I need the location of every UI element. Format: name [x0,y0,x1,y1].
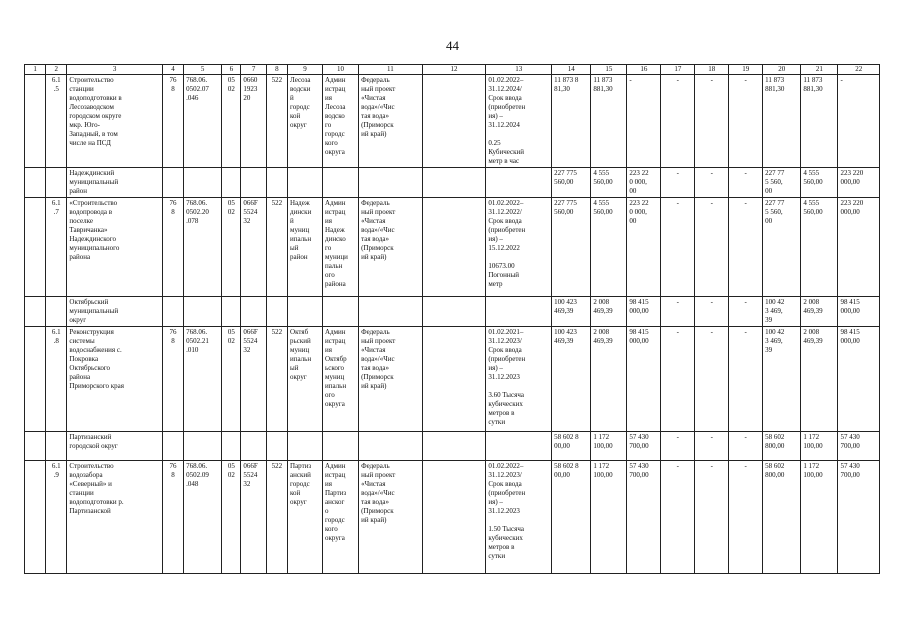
table-cell [184,168,222,198]
column-number-17: 17 [661,65,695,75]
table-cell [46,461,67,574]
column-number-5: 5 [184,65,222,75]
column-number-15: 15 [591,65,627,75]
cell-text: 100 423 469,39 [554,298,577,315]
cell-text: 768.06. 0502.07 .046 [186,76,209,102]
header-row [25,65,880,75]
cell-text: - [710,298,713,306]
table-cell [162,432,183,461]
table-cell [729,297,763,327]
cell-text: 76 8 [169,199,177,216]
table-cell [241,198,266,297]
table-cell [359,327,423,432]
cell-text: Федераль ный проект «Чистая вода»/«Чис тая вода» (Приморск ий край) [361,76,396,138]
table-cell [422,297,486,327]
cell-text: Строительство станции водоподготовки в Лесозаводском городском округе мкр. Юго- Западный, в том числе на ПСД [69,76,122,147]
cell-text: 4 555 560,00 [593,169,613,186]
table-cell [67,461,162,574]
cell-text: Админ истрац ия Лесоза водско го городс кого округа [325,76,346,156]
table-cell [323,327,359,432]
table-cell [729,461,763,574]
table-cell [486,461,552,574]
table-cell [184,327,222,432]
cell-text: 223 22 0 000, 00 [629,169,649,195]
table-cell [25,327,46,432]
table-cell [627,198,661,297]
cell-text: - [676,76,679,84]
cell-text: - [744,462,747,470]
cell-text: Федераль ный проект «Чистая вода»/«Чис тая вода» (Приморск ий край) [361,199,396,261]
table-cell [801,327,838,432]
cell-text: Партиз анский городс кой округ [290,462,312,506]
table-cell [67,327,162,432]
cell-text: 223 220 000,00 [840,169,864,186]
table-cell [695,327,729,432]
cell-text: 6.1 .8 [51,328,61,345]
column-number-13: 13 [486,65,552,75]
table-cell [266,75,287,168]
table-cell [661,198,695,297]
cell-text: 98 415 000,00 [840,298,860,315]
cell-text: - [710,169,713,177]
table-cell [695,168,729,198]
cell-text: 522 [271,76,283,84]
cell-text: 227 775 560,00 [554,169,577,186]
cell-text: 11 873 881,30 [765,76,785,93]
cell-text: 100 42 3 469, 39 [765,298,785,324]
cell-text: 066F 5524 32 [243,199,258,225]
cell-text: - [676,298,679,306]
table-cell [486,198,552,297]
table-cell [591,461,627,574]
table-cell [288,461,323,574]
cell-text: - [744,328,747,336]
table-cell [422,461,486,574]
table-cell [67,297,162,327]
cell-text: 4 555 560,00 [593,199,613,216]
table-cell [288,168,323,198]
cell-text: 522 [271,462,283,470]
cell-text: 58 602 800,00 [765,433,785,450]
table-cell [323,297,359,327]
table-cell [25,297,46,327]
table-cell [241,75,266,168]
cell-text: 0660 1923 20 [243,76,258,102]
table-cell [695,461,729,574]
cell-text: 1 172 100,00 [803,462,823,479]
cell-text: 58 602 800,00 [765,462,785,479]
table-cell [661,327,695,432]
table-cell [25,75,46,168]
cell-text: 05 02 [227,462,235,479]
table-cell [422,198,486,297]
cell-text: 2 008 469,39 [803,328,823,345]
table-cell [729,75,763,168]
project-row [25,198,880,297]
cell-text: 01.02.2022– 31.12.2023/ Срок ввода (приобретен ия) – 31.12.2023 1.50 Тысяча кубических метров в сутки [488,462,526,560]
table-cell [661,75,695,168]
project-row [25,75,880,168]
column-number-12: 12 [422,65,486,75]
cell-text: 57 430 700,00 [840,462,860,479]
table-cell [288,198,323,297]
table-cell [627,297,661,327]
table-cell [266,198,287,297]
table-cell [222,198,241,297]
cell-text: 100 423 469,39 [554,328,577,345]
table-cell [729,432,763,461]
table-cell [288,75,323,168]
table-cell [661,168,695,198]
table-cell [591,75,627,168]
table-cell [838,75,880,168]
column-number-10: 10 [323,65,359,75]
column-number-9: 9 [288,65,323,75]
table-cell [486,432,552,461]
cell-text: 76 8 [169,76,177,93]
table-cell [162,75,183,168]
cell-text: 227 77 5 560, 00 [765,199,785,225]
cell-text: 57 430 700,00 [629,462,649,479]
table-cell [422,168,486,198]
cell-text: 2 008 469,39 [593,328,613,345]
table-cell [695,432,729,461]
table-cell [486,168,552,198]
table-cell [222,327,241,432]
table-cell [552,168,591,198]
cell-text: - [676,199,679,207]
municipality-row [25,168,880,198]
cell-text: - [710,462,713,470]
table-cell [591,168,627,198]
cell-text: - [744,199,747,207]
table-cell [838,168,880,198]
cell-text: 01.02.2022– 31.12.2024/ Срок ввода (приобретен ия) – 31.12.2024 0.25 Кубический метр в час [488,76,526,165]
column-number-2: 2 [46,65,67,75]
cell-text: 768.06. 0502.20 .078 [186,199,209,225]
table-cell [801,297,838,327]
cell-text: 05 02 [227,76,235,93]
cell-text: - [676,433,679,441]
cell-text: 6.1 .7 [51,199,61,216]
cell-text: - [676,328,679,336]
cell-text: - [676,462,679,470]
table-cell [184,461,222,574]
cell-text: Админ истрац ия Партиз анског о городс кого округа [325,462,347,542]
table-cell [552,198,591,297]
cell-text: 05 02 [227,328,235,345]
table-cell [67,168,162,198]
program-table [24,64,880,574]
cell-text: 6.1 .5 [51,76,61,93]
column-number-21: 21 [801,65,838,75]
cell-text: 98 415 000,00 [629,298,649,315]
cell-text: 01.02.2021– 31.12.2023/ Срок ввода (приобретен ия) – 31.12.2023 3.60 Тысяча кубических метров в сутки [488,328,526,426]
cell-text: 1 172 100,00 [803,433,823,450]
cell-text: - [840,76,843,84]
project-row [25,461,880,574]
table-cell [288,327,323,432]
table-cell [591,297,627,327]
cell-text: - [710,328,713,336]
table-cell [627,168,661,198]
table-cell [241,168,266,198]
table-cell [241,327,266,432]
cell-text: 768.06. 0502.21 .010 [186,328,209,354]
table-cell [184,75,222,168]
table-cell [695,198,729,297]
table-cell [241,297,266,327]
table-cell [422,432,486,461]
table-cell [763,432,801,461]
table-cell [266,327,287,432]
cell-text: 58 602 8 00,00 [554,462,579,479]
table-cell [184,432,222,461]
table-cell [222,297,241,327]
table-cell [591,198,627,297]
table-cell [729,198,763,297]
table-cell [486,327,552,432]
table-cell [46,297,67,327]
table-cell [25,432,46,461]
table-cell [266,432,287,461]
column-number-8: 8 [266,65,287,75]
table-cell [552,297,591,327]
cell-text: Октяб рьский муниц ипальн ый округ [290,328,312,381]
table-cell [162,327,183,432]
table-cell [661,297,695,327]
table-cell [359,432,423,461]
column-number-3: 3 [67,65,162,75]
table-cell [46,198,67,297]
table-cell [25,198,46,297]
cell-text: 98 415 000,00 [840,328,860,345]
cell-text: Надеждинский муниципальный район [69,169,119,195]
table-cell [763,327,801,432]
cell-text: - [710,433,713,441]
table-cell [323,198,359,297]
table-cell [627,461,661,574]
cell-text: 98 415 000,00 [629,328,649,345]
column-number-20: 20 [763,65,801,75]
column-number-18: 18 [695,65,729,75]
table-cell [46,327,67,432]
table-cell [695,297,729,327]
cell-text: 223 220 000,00 [840,199,864,216]
cell-text: Админ истрац ия Надеж динско го муници пальн ого района [325,199,348,288]
cell-text: - [744,76,747,84]
table-cell [266,297,287,327]
table-cell [184,297,222,327]
cell-text: 11 873 881,30 [593,76,613,93]
cell-text: Строительство водозабора «Северный» и станции водоподготовки р. Партизанской [69,462,124,515]
table-cell [729,168,763,198]
column-number-6: 6 [222,65,241,75]
table-cell [763,198,801,297]
cell-text: - [710,199,713,207]
table-cell [266,168,287,198]
cell-text: Федераль ный проект «Чистая вода»/«Чис тая вода» (Приморск ий край) [361,462,396,524]
table-cell [323,461,359,574]
table-cell [359,461,423,574]
table-cell [359,198,423,297]
table-cell [661,432,695,461]
table-cell [359,168,423,198]
cell-text: 066F 5524 32 [243,328,258,354]
table-cell [422,327,486,432]
cell-text: Админ истрац ия Октябр ьского муниц ипальн ого округа [325,328,347,408]
table-cell [552,432,591,461]
cell-text: 58 602 8 00,00 [554,433,579,450]
column-number-11: 11 [359,65,423,75]
table-cell [46,75,67,168]
table-cell [323,168,359,198]
table-cell [801,461,838,574]
column-number-19: 19 [729,65,763,75]
cell-text: Лесоза водски й городс кой округ [290,76,311,129]
table-cell [266,461,287,574]
table-cell [323,432,359,461]
table-cell [763,297,801,327]
table-cell [552,461,591,574]
cell-text: 522 [271,328,283,336]
table-cell [591,432,627,461]
table-cell [552,327,591,432]
cell-text: 01.02.2022– 31.12.2022/ Срок ввода (приобретен ия) – 15.12.2022 10673.00 Погонный метр [488,199,526,288]
cell-text: - [744,298,747,306]
table-cell [222,461,241,574]
cell-text: 76 8 [169,328,177,345]
cell-text: 100 42 3 469, 39 [765,328,785,354]
table-cell [801,432,838,461]
cell-text: - [676,169,679,177]
cell-text: 223 22 0 000, 00 [629,199,649,225]
cell-text: 227 775 560,00 [554,199,577,216]
cell-text: 76 8 [169,462,177,479]
table-cell [288,297,323,327]
table-cell [627,75,661,168]
cell-text: 768.06. 0502.09 .048 [186,462,209,488]
table-cell [695,75,729,168]
table-cell [838,198,880,297]
table-cell [222,75,241,168]
cell-text: 57 430 700,00 [629,433,649,450]
cell-text: Федераль ный проект «Чистая вода»/«Чис тая вода» (Приморск ий край) [361,328,396,390]
column-number-4: 4 [162,65,183,75]
table-cell [763,75,801,168]
column-number-16: 16 [627,65,661,75]
cell-text: 6.1 .9 [51,462,61,479]
municipality-row [25,432,880,461]
municipality-row [25,297,880,327]
table-cell [67,198,162,297]
cell-text: 57 430 700,00 [840,433,860,450]
table-cell [486,297,552,327]
table-cell [46,432,67,461]
table-cell [241,461,266,574]
column-number-22: 22 [838,65,880,75]
table-cell [162,297,183,327]
table-cell [359,75,423,168]
table-cell [838,327,880,432]
table-cell [241,432,266,461]
table-cell [222,432,241,461]
table-cell [838,297,880,327]
table-cell [486,75,552,168]
table-cell [838,461,880,574]
cell-text: 11 873 881,30 [803,76,823,93]
column-number-14: 14 [552,65,591,75]
table-cell [729,327,763,432]
column-number-7: 7 [241,65,266,75]
table-cell [591,327,627,432]
cell-text: - [744,169,747,177]
cell-text: - [629,76,632,84]
table-cell [422,75,486,168]
cell-text: 1 172 100,00 [593,433,613,450]
cell-text: 522 [271,199,283,207]
cell-text: 2 008 469,39 [803,298,823,315]
cell-text: 11 873 8 81,30 [554,76,579,93]
table-cell [162,461,183,574]
table-cell [627,432,661,461]
table-cell [552,75,591,168]
table-cell [67,75,162,168]
table-cell [801,168,838,198]
table-cell [162,168,183,198]
cell-text: Реконструкция системы водоснабжения с. Покровка Октябрьского района Приморского края [69,328,124,390]
cell-text: - [744,433,747,441]
table-cell [46,168,67,198]
cell-text: Надеж дински й муниц ипальн ый район [290,199,312,261]
column-number-1: 1 [25,65,46,75]
table-cell [323,75,359,168]
table-cell [627,327,661,432]
page-number: 44 [446,38,459,53]
table-cell [661,461,695,574]
table-cell [222,168,241,198]
cell-text: «Строительство водопровода в поселке Тавричанка» Надеждинского муниципального района [69,199,120,261]
table-cell [162,198,183,297]
cell-text: Октябрьский муниципальный округ [69,298,119,324]
table-cell [184,198,222,297]
project-row [25,327,880,432]
cell-text: 1 172 100,00 [593,462,613,479]
cell-text: 05 02 [227,199,235,216]
cell-text: 4 555 560,00 [803,169,823,186]
table-cell [763,168,801,198]
table-cell [67,432,162,461]
cell-text: 066F 5524 32 [243,462,258,488]
cell-text: Партизанский городской округ [69,433,118,450]
cell-text: 4 555 560,00 [803,199,823,216]
table-cell [838,432,880,461]
table-cell [763,461,801,574]
table-cell [25,461,46,574]
cell-text: 2 008 469,39 [593,298,613,315]
cell-text: 227 77 5 560, 00 [765,169,785,195]
table-cell [359,297,423,327]
table-cell [801,75,838,168]
table-cell [288,432,323,461]
table-cell [801,198,838,297]
table-cell [25,168,46,198]
cell-text: - [710,76,713,84]
